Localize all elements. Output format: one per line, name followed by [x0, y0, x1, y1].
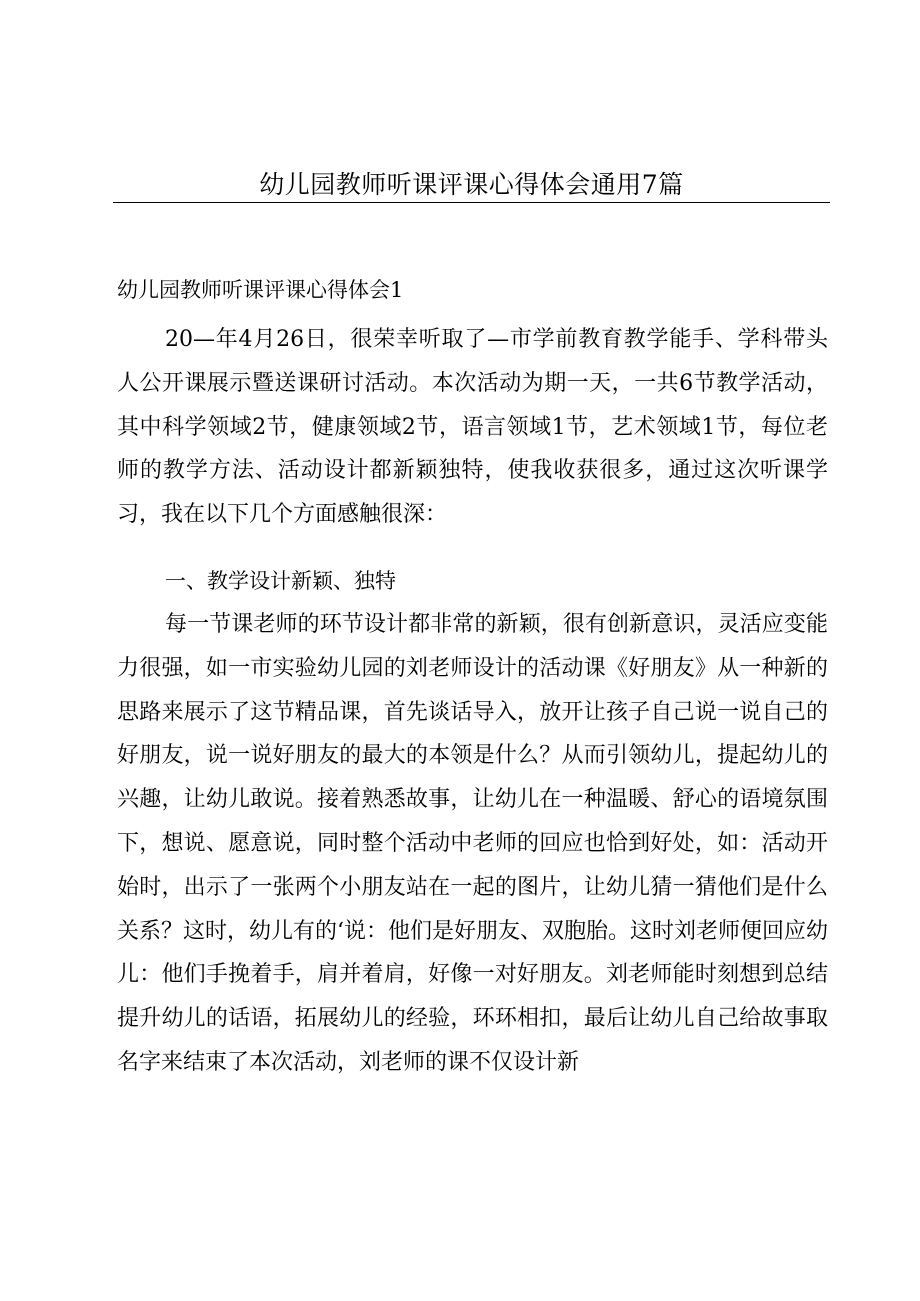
- title-underline: [113, 202, 830, 203]
- section-heading: 幼儿园教师听课评课心得体会1: [117, 278, 404, 302]
- document-title: 幼儿园教师听课评课心得体会通用7篇: [259, 170, 684, 199]
- paragraph-teaching-design: 每一节课老师的环节设计都非常的新颖，很有创新意识，灵活应变能力很强，如一市实验幼儿园的刘老师设计的活动课《好朋友》从一种新的思路来展示了这节精品课，首先谈话导入，放开让孩子自己说一说自己的好朋友，说一说好朋友的最大的本领是什么？从而引领幼儿，提起幼儿的兴趣，让幼儿敢说。接着熟悉故事，让幼儿在一种温暖、舒心的语境氛围下，想说、愿意说，同时整个活动中老师的回应也恰到好处，如：活动开始时，出示了一张两个小朋友站在一起的图片，让幼儿猜一猜他们是什么关系？这时，幼儿有的‘说：他们是好朋友、双胞胎。这时刘老师便回应幼儿：他们手挽着手，肩并着肩，好像一对好朋友。刘老师能时刻想到总结提升幼儿的话语，拓展幼儿的经验，环环相扣，最后让幼儿自己给故事取名字来结束了本次活动，刘老师的课不仅设计新: [117, 612, 828, 1075]
- paragraph-intro: 20—年4月26日，很荣幸听取了—市学前教育教学能手、学科带头人公开课展示暨送课研讨活动。本次活动为期一天，一共6节教学活动，其中科学领域2节，健康领域2节，语言领域1节，艺术领域1节，每位老师的教学方法、活动设计都新颖独特，使我收获很多，通过这次听课学习，我在以下几个方面感触很深：: [117, 327, 828, 528]
- sub-heading-teaching-design: 一、教学设计新颖、独特: [165, 569, 396, 593]
